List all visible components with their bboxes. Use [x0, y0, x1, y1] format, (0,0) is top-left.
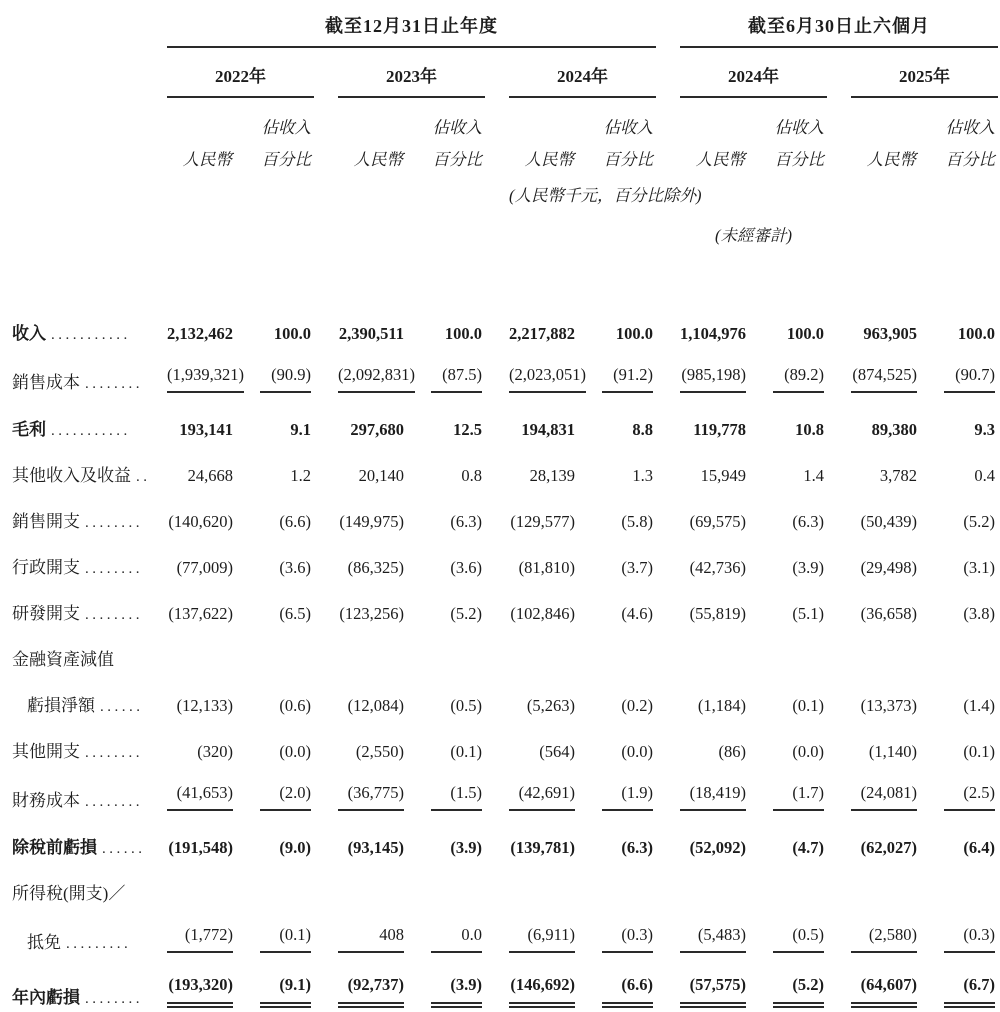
percentage-label: 百分比 — [774, 150, 824, 169]
pct-value-cell: (0.6) — [279, 696, 311, 715]
rmb-value-cell: (62,027) — [860, 838, 917, 857]
row-label: 行政開支 ........ — [12, 558, 143, 577]
row-label: 財務成本 ........ — [12, 791, 143, 810]
year-header-row — [2, 47, 998, 97]
rmb-value-cell: (874,525) — [851, 354, 921, 397]
rmb-label: 人民幣 — [866, 150, 916, 169]
rmb-value-cell: 15,949 — [700, 466, 746, 485]
pct-value-cell: (6.5) — [279, 604, 311, 623]
pct-value-cell: (1.7) — [750, 772, 827, 815]
column-gap — [827, 397, 851, 450]
row-label: 虧損淨額 ...... — [27, 696, 144, 715]
pct-value-cell: (2.0) — [237, 772, 314, 815]
rmb-value-cell: 20,140 — [358, 466, 404, 485]
leader-dots: ........ — [85, 991, 143, 1007]
rmb-value-cell: (149,975) — [339, 512, 404, 531]
table-row — [2, 450, 998, 496]
pct-value-cell: 100.0 — [957, 324, 996, 343]
rmb-label: 人民幣 — [695, 150, 745, 169]
share-of-revenue-label: 佔收入 — [774, 118, 824, 137]
column-gap — [827, 588, 851, 634]
column-gap — [827, 772, 851, 815]
pct-value-cell: (6.6) — [279, 512, 311, 531]
column-gap — [485, 815, 509, 868]
row-label: 研發開支 ........ — [12, 604, 143, 623]
rmb-value-cell: (137,622) — [168, 604, 233, 623]
pct-value-cell: (1.9) — [579, 772, 656, 815]
pct-value-cell: (90.7) — [921, 354, 998, 397]
pct-value-cell: (0.0) — [621, 742, 653, 761]
leader-dots: .. — [136, 469, 151, 485]
rmb-value-cell: (92,737) — [338, 957, 408, 1012]
rmb-value-cell: 193,141 — [179, 420, 233, 439]
empty-cells — [167, 634, 998, 680]
column-gap — [656, 354, 680, 397]
rmb-value-cell: (42,736) — [689, 558, 746, 577]
rmb-value-cell: (6,911) — [509, 914, 579, 957]
row-label: 抵免 ......... — [27, 933, 132, 952]
column-gap — [656, 957, 680, 1012]
column-gap — [827, 957, 851, 1012]
leader-dots: ........ — [85, 607, 143, 623]
column-gap — [656, 450, 680, 496]
table-row — [2, 542, 998, 588]
rmb-value-cell: (2,550) — [355, 742, 404, 761]
column-gap — [827, 680, 851, 726]
row-label: 金融資產減值 — [12, 650, 114, 669]
leader-dots: ........ — [85, 376, 143, 392]
column-gap — [314, 542, 338, 588]
rmb-value-cell: (320) — [197, 742, 233, 761]
rmb-label: 人民幣 — [524, 150, 574, 169]
table-row — [2, 634, 998, 680]
rmb-value-cell: (564) — [539, 742, 575, 761]
column-gap — [314, 815, 338, 868]
rmb-value-cell: 3,782 — [879, 466, 917, 485]
rmb-value-cell: (2,092,831) — [338, 354, 408, 397]
column-gap — [314, 496, 338, 542]
row-label: 其他開支 ........ — [12, 742, 143, 761]
pct-value-cell: (0.1) — [792, 696, 824, 715]
table-row — [2, 772, 998, 815]
table-row — [2, 308, 998, 354]
rmb-value-cell: (2,023,051) — [509, 354, 579, 397]
leader-dots: ........ — [85, 515, 143, 531]
pct-value-cell: (0.0) — [279, 742, 311, 761]
rmb-value-cell: (146,692) — [509, 957, 579, 1012]
pct-value-cell: 100.0 — [444, 324, 482, 343]
leader-dots: ...... — [100, 699, 144, 715]
rmb-label: 人民幣 — [182, 150, 232, 169]
column-gap — [485, 397, 509, 450]
column-gap — [656, 588, 680, 634]
share-of-revenue-label: 佔收入 — [261, 118, 311, 137]
rmb-value-cell: (50,439) — [860, 512, 917, 531]
pct-value-cell: (1.5) — [408, 772, 485, 815]
rmb-value-cell: (42,691) — [509, 772, 579, 815]
rmb-value-cell: (18,419) — [680, 772, 750, 815]
column-gap — [656, 308, 680, 354]
empty-cells — [167, 868, 998, 914]
year-header-2023: 2023年 — [338, 47, 485, 97]
rmb-value-cell: (69,575) — [689, 512, 746, 531]
pct-value-cell: (6.7) — [921, 957, 998, 1012]
rmb-value-cell: (12,084) — [347, 696, 404, 715]
share-of-revenue-label: 佔收入 — [945, 118, 996, 137]
pct-value-cell: (4.6) — [621, 604, 653, 623]
column-gap — [485, 542, 509, 588]
pct-value-cell: (0.0) — [792, 742, 824, 761]
rmb-value-cell: (1,939,321) — [167, 354, 237, 397]
pct-value-cell: (6.4) — [963, 838, 996, 857]
column-gap — [827, 815, 851, 868]
row-label: 收入 ........... — [12, 324, 131, 343]
year-header-2025-interim: 2025年 — [851, 47, 998, 97]
column-gap — [314, 354, 338, 397]
pct-value-cell: (0.2) — [621, 696, 653, 715]
rmb-value-cell: (102,846) — [510, 604, 575, 623]
pct-value-cell: (87.5) — [408, 354, 485, 397]
rmb-value-cell: 89,380 — [871, 420, 917, 439]
rmb-value-cell: 963,905 — [863, 324, 917, 343]
table-row — [2, 588, 998, 634]
rmb-value-cell: (52,092) — [689, 838, 746, 857]
rmb-value-cell: (1,772) — [167, 914, 237, 957]
column-gap — [485, 450, 509, 496]
pct-value-cell: (6.3) — [450, 512, 482, 531]
pct-value-cell: (3.6) — [450, 558, 482, 577]
column-gap — [827, 354, 851, 397]
rmb-value-cell: 2,132,462 — [167, 324, 233, 343]
column-gap — [827, 308, 851, 354]
share-of-revenue-label: 佔收入 — [432, 118, 482, 137]
pct-value-cell: 0.8 — [461, 466, 482, 485]
rmb-value-cell: (77,009) — [176, 558, 233, 577]
table-row — [2, 957, 998, 1012]
rmb-value-cell: (41,653) — [167, 772, 237, 815]
pct-value-cell: 1.2 — [290, 466, 311, 485]
column-gap — [314, 588, 338, 634]
rmb-value-cell: (57,575) — [680, 957, 750, 1012]
rmb-value-cell: (81,810) — [518, 558, 575, 577]
unaudited-note-row — [2, 206, 998, 308]
leader-dots: ...... — [102, 841, 146, 857]
rmb-value-cell: (123,256) — [339, 604, 404, 623]
pct-value-cell: (0.1) — [963, 742, 996, 761]
rmb-value-cell: 1,104,976 — [680, 324, 746, 343]
column-gap — [485, 726, 509, 772]
unit-note: (人民幣千元，百分比除外) — [509, 186, 702, 205]
column-gap — [656, 914, 680, 957]
column-gap — [485, 772, 509, 815]
period-annual-header: 截至12月31日止年度 — [167, 2, 656, 47]
rmb-value-cell: (36,775) — [338, 772, 408, 815]
percentage-label: 百分比 — [261, 150, 311, 169]
column-gap — [656, 542, 680, 588]
rmb-value-cell: (139,781) — [510, 838, 575, 857]
row-label: 除稅前虧損 ...... — [12, 838, 146, 857]
rmb-value-cell: (36,658) — [860, 604, 917, 623]
pct-value-cell: 8.8 — [632, 420, 653, 439]
row-label: 年內虧損 ........ — [12, 988, 143, 1007]
column-gap — [827, 914, 851, 957]
column-gap — [656, 815, 680, 868]
column-gap — [485, 496, 509, 542]
table-row — [2, 397, 998, 450]
rmb-value-cell: 2,390,511 — [338, 324, 404, 343]
rmb-value-cell: (985,198) — [680, 354, 750, 397]
rmb-value-cell: (1,140) — [868, 742, 917, 761]
pct-value-cell: (1.4) — [963, 696, 996, 715]
rmb-value-cell: 408 — [338, 914, 408, 957]
year-header-2022: 2022年 — [167, 47, 314, 97]
table-row — [2, 496, 998, 542]
pct-value-cell: (6.3) — [621, 838, 653, 857]
pct-value-cell: 0.4 — [974, 466, 996, 485]
period-header-row — [2, 2, 998, 47]
share-of-revenue-label: 佔收入 — [603, 118, 653, 137]
column-gap — [656, 772, 680, 815]
pct-value-cell: (0.3) — [921, 914, 998, 957]
pct-value-cell: 1.3 — [632, 466, 653, 485]
leader-dots: ........... — [51, 327, 131, 343]
column-gap — [314, 726, 338, 772]
pct-value-cell: (3.9) — [792, 558, 824, 577]
table-row — [2, 680, 998, 726]
rmb-value-cell: (5,483) — [680, 914, 750, 957]
pct-value-cell: (90.9) — [237, 354, 314, 397]
label-column-spacer — [2, 2, 167, 47]
pct-value-cell: (3.6) — [279, 558, 311, 577]
column-gap — [314, 680, 338, 726]
pct-value-cell: (6.6) — [579, 957, 656, 1012]
rmb-value-cell: (24,081) — [851, 772, 921, 815]
pct-value-cell: 0.0 — [408, 914, 485, 957]
section-gap — [656, 2, 680, 47]
percentage-label: 百分比 — [432, 150, 482, 169]
column-gap — [656, 397, 680, 450]
financial-summary-table — [2, 2, 998, 1012]
table-row — [2, 868, 998, 914]
pct-value-cell: 9.1 — [290, 420, 311, 439]
rmb-value-cell: 119,778 — [693, 420, 746, 439]
rmb-value-cell: (93,145) — [347, 838, 404, 857]
pct-value-cell: 1.4 — [803, 466, 824, 485]
period-interim-header: 截至6月30日止六個月 — [680, 2, 998, 47]
pct-value-cell: 10.8 — [795, 420, 824, 439]
pct-value-cell: (89.2) — [750, 354, 827, 397]
row-label: 所得稅(開支)／ — [12, 884, 126, 903]
pct-value-cell: (0.5) — [450, 696, 482, 715]
row-label: 銷售成本 ........ — [12, 373, 143, 392]
column-gap — [314, 397, 338, 450]
leader-dots: ........ — [85, 561, 143, 577]
rmb-value-cell: (1,184) — [697, 696, 746, 715]
column-gap — [314, 772, 338, 815]
pct-value-cell: 100.0 — [615, 324, 653, 343]
pct-value-cell: 12.5 — [453, 420, 482, 439]
pct-value-cell: (4.7) — [792, 838, 824, 857]
pct-value-cell: (9.0) — [279, 838, 311, 857]
rmb-value-cell: (29,498) — [860, 558, 917, 577]
rmb-value-cell: (12,133) — [176, 696, 233, 715]
leader-dots: ........... — [51, 423, 131, 439]
table-row — [2, 726, 998, 772]
pct-value-cell: (3.9) — [450, 838, 482, 857]
table-row — [2, 354, 998, 397]
pct-value-cell: (3.9) — [408, 957, 485, 1012]
subheader-share-row — [2, 97, 998, 138]
rmb-value-cell: (55,819) — [689, 604, 746, 623]
column-gap — [485, 308, 509, 354]
year-header-2024-interim: 2024年 — [680, 47, 827, 97]
pct-value-cell: (0.3) — [579, 914, 656, 957]
subheader-units-row — [2, 138, 998, 170]
pct-value-cell: (0.1) — [237, 914, 314, 957]
pct-value-cell: (5.2) — [963, 512, 996, 531]
column-gap — [656, 726, 680, 772]
rmb-value-cell: (191,548) — [168, 838, 233, 857]
rmb-value-cell: 28,139 — [529, 466, 575, 485]
column-gap — [485, 914, 509, 957]
column-gap — [485, 588, 509, 634]
rmb-value-cell: 194,831 — [521, 420, 575, 439]
rmb-value-cell: (2,580) — [851, 914, 921, 957]
column-gap — [827, 726, 851, 772]
column-gap — [827, 542, 851, 588]
unaudited-note: (未經審計) — [715, 226, 792, 245]
pct-value-cell: (9.1) — [237, 957, 314, 1012]
rmb-value-cell: (129,577) — [510, 512, 575, 531]
pct-value-cell: (3.1) — [963, 558, 996, 577]
unit-note-row — [2, 170, 998, 206]
leader-dots: ........ — [85, 745, 143, 761]
pct-value-cell: (5.8) — [621, 512, 653, 531]
pct-value-cell: (0.5) — [750, 914, 827, 957]
leader-dots: ......... — [66, 936, 132, 952]
rmb-value-cell: (86,325) — [347, 558, 404, 577]
column-gap — [314, 450, 338, 496]
row-label: 其他收入及收益 .. — [12, 466, 151, 485]
percentage-label: 百分比 — [603, 150, 653, 169]
column-gap — [827, 450, 851, 496]
column-gap — [485, 354, 509, 397]
pct-value-cell: (3.8) — [963, 604, 996, 623]
rmb-value-cell: 2,217,882 — [509, 324, 575, 343]
pct-value-cell: (5.2) — [750, 957, 827, 1012]
rmb-value-cell: (140,620) — [168, 512, 233, 531]
row-label: 銷售開支 ........ — [12, 512, 143, 531]
rmb-value-cell: (64,607) — [851, 957, 921, 1012]
year-header-2024: 2024年 — [509, 47, 656, 97]
pct-value-cell: 100.0 — [273, 324, 311, 343]
column-gap — [485, 680, 509, 726]
pct-value-cell: 9.3 — [974, 420, 996, 439]
pct-value-cell: (3.7) — [621, 558, 653, 577]
pct-value-cell: 100.0 — [786, 324, 824, 343]
pct-value-cell: (5.1) — [792, 604, 824, 623]
column-gap — [827, 496, 851, 542]
column-gap — [656, 496, 680, 542]
column-gap — [314, 914, 338, 957]
row-label: 毛利 ........... — [12, 420, 131, 439]
pct-value-cell: (6.3) — [792, 512, 824, 531]
rmb-label: 人民幣 — [353, 150, 403, 169]
pct-value-cell: (5.2) — [450, 604, 482, 623]
pct-value-cell: (91.2) — [579, 354, 656, 397]
column-gap — [485, 957, 509, 1012]
percentage-label: 百分比 — [945, 150, 996, 169]
pct-value-cell: (0.1) — [450, 742, 482, 761]
table-body — [2, 308, 998, 1012]
column-gap — [314, 308, 338, 354]
rmb-value-cell: (13,373) — [860, 696, 917, 715]
leader-dots: ........ — [85, 794, 143, 810]
column-gap — [656, 680, 680, 726]
column-gap — [314, 957, 338, 1012]
rmb-value-cell: (5,263) — [526, 696, 575, 715]
table-row — [2, 914, 998, 957]
rmb-value-cell: 24,668 — [187, 466, 233, 485]
rmb-value-cell: 297,680 — [350, 420, 404, 439]
table-row — [2, 815, 998, 868]
pct-value-cell: (2.5) — [921, 772, 998, 815]
rmb-value-cell: (86) — [718, 742, 746, 761]
rmb-value-cell: (193,320) — [167, 957, 237, 1012]
